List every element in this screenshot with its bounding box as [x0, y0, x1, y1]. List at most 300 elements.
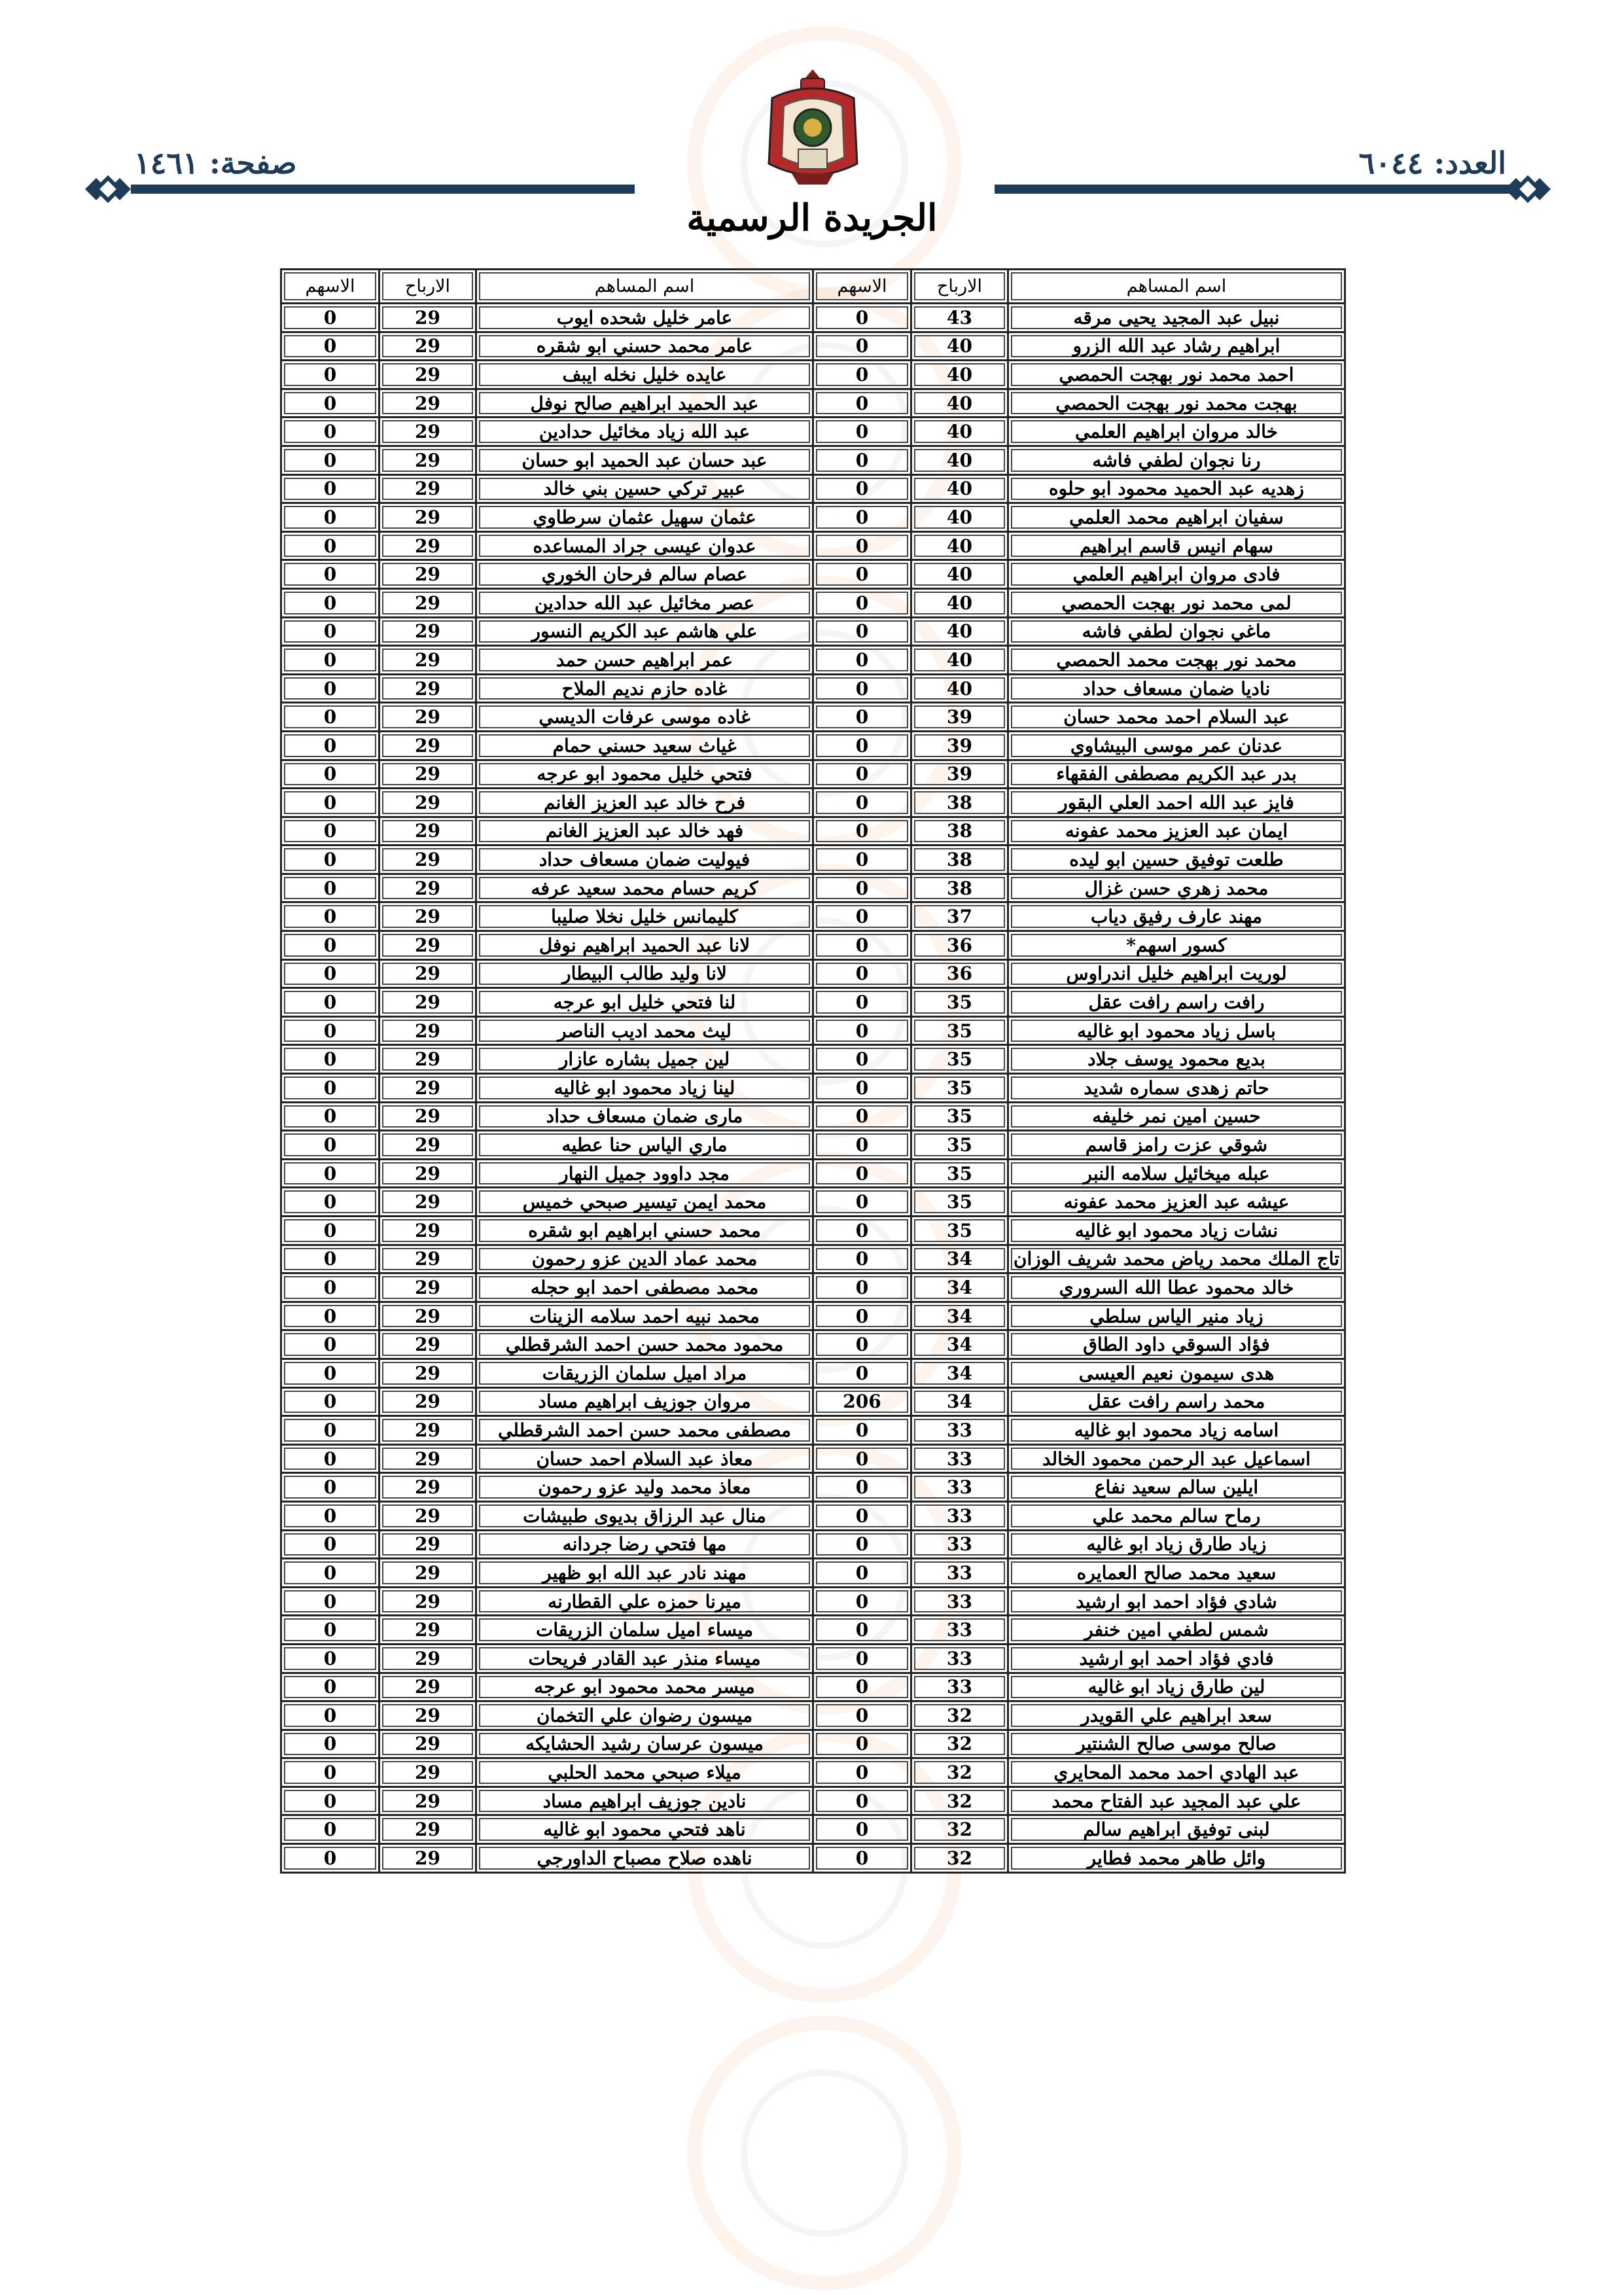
shares-value: 0: [281, 817, 380, 845]
shareholder-name: صالح موسى صالح الشنتير: [1008, 1730, 1345, 1758]
profits-value: 29: [380, 1045, 476, 1074]
table-row: [281, 1016, 1345, 1045]
shares-value: 0: [813, 1473, 911, 1502]
profits-value: 29: [380, 1701, 476, 1730]
profits-value: 29: [380, 1416, 476, 1445]
table-row: [281, 1131, 1345, 1160]
table-row: [281, 560, 1345, 589]
shareholder-name: عبد السلام احمد محمد حسان: [1008, 703, 1345, 732]
table-row: [281, 1302, 1345, 1330]
profits-value: 29: [380, 1787, 476, 1815]
table-row: [281, 1644, 1345, 1673]
shares-value: 0: [813, 474, 911, 503]
profits-value: 29: [380, 1673, 476, 1701]
shares-value: 0: [281, 1587, 380, 1616]
profits-value: 29: [380, 988, 476, 1017]
shares-value: 0: [281, 1473, 380, 1502]
shareholder-name: ماري الياس حنا عطيه: [476, 1131, 813, 1160]
table-row: [281, 1501, 1345, 1530]
profits-value: 32: [911, 1844, 1008, 1873]
shareholder-name: ناديا ضمان مسعاف حداد: [1008, 674, 1345, 703]
shareholder-name: ابراهيم رشاد عبد الله الزرو: [1008, 332, 1345, 361]
table-row: [281, 332, 1345, 361]
profits-value: 29: [380, 760, 476, 789]
header-rule-right: [995, 185, 1511, 194]
profits-value: 29: [380, 1131, 476, 1160]
column-header-shares: الاسهم: [813, 270, 911, 304]
shares-value: 0: [281, 1387, 380, 1416]
shares-value: 0: [281, 1758, 380, 1787]
profits-value: 29: [380, 674, 476, 703]
shareholder-name: زياد طارق زياد ابو غاليه: [1008, 1530, 1345, 1559]
table-row: [281, 446, 1345, 474]
profits-value: 33: [911, 1673, 1008, 1701]
profits-value: 40: [911, 503, 1008, 532]
profits-value: 33: [911, 1559, 1008, 1588]
shares-value: 0: [813, 1530, 911, 1559]
shares-value: 0: [813, 674, 911, 703]
shares-value: 0: [813, 1730, 911, 1758]
profits-value: 35: [911, 1159, 1008, 1188]
table-row: [281, 1530, 1345, 1559]
shareholder-name: لين طارق زياد ابو غاليه: [1008, 1673, 1345, 1701]
profits-value: 34: [911, 1359, 1008, 1387]
shareholder-name: احمد محمد نور بهجت الحمصي: [1008, 361, 1345, 389]
shares-value: 0: [281, 446, 380, 474]
shares-value: 0: [281, 1616, 380, 1645]
table-row: [281, 1758, 1345, 1787]
profits-value: 29: [380, 531, 476, 560]
profits-value: 29: [380, 1016, 476, 1045]
shareholder-name: سعد ابراهيم علي القويدر: [1008, 1701, 1345, 1730]
shareholder-name: ميساء منذر عبد القادر فريحات: [476, 1644, 813, 1673]
shareholder-name: ناهد فتحي محمود ابو غاليه: [476, 1815, 813, 1844]
page-number: صفحة: ١٤٦١: [134, 145, 297, 181]
shareholder-name: عبد الله زياد مخائيل حدادين: [476, 418, 813, 446]
table-row: [281, 1673, 1345, 1701]
shareholder-name: لين جميل بشاره عازار: [476, 1045, 813, 1074]
table-row: [281, 531, 1345, 560]
shares-value: 0: [813, 1559, 911, 1588]
header-rule-left: [131, 185, 635, 194]
profits-value: 38: [911, 789, 1008, 817]
profits-value: 29: [380, 1559, 476, 1588]
shares-value: 0: [813, 789, 911, 817]
table-row: [281, 703, 1345, 732]
profits-value: 38: [911, 817, 1008, 845]
profits-value: 29: [380, 845, 476, 874]
shareholder-name: غاده حازم نديم الملاح: [476, 674, 813, 703]
shareholder-name: مصطفى محمد حسن احمد الشرقطلي: [476, 1416, 813, 1445]
shares-value: 0: [813, 1074, 911, 1103]
shares-value: 0: [813, 1273, 911, 1302]
shareholder-name: عبير تركي حسين بني خالد: [476, 474, 813, 503]
profits-value: 40: [911, 418, 1008, 446]
shares-value: 0: [813, 902, 911, 931]
profits-value: 33: [911, 1473, 1008, 1502]
shareholder-name: عمر ابراهيم حسن حمد: [476, 646, 813, 675]
shareholder-name: ليث محمد اديب الناصر: [476, 1016, 813, 1045]
shareholder-name: ايلين سالم سعيد نفاع: [1008, 1473, 1345, 1502]
shareholders-table-container: [280, 268, 1344, 1874]
profits-value: 33: [911, 1501, 1008, 1530]
profits-value: 29: [380, 1245, 476, 1273]
profits-value: 34: [911, 1387, 1008, 1416]
table-row: [281, 1159, 1345, 1188]
shares-value: 0: [281, 418, 380, 446]
profits-value: 33: [911, 1530, 1008, 1559]
shares-value: 0: [813, 1416, 911, 1445]
shareholder-name: حاتم زهدى سماره شديد: [1008, 1074, 1345, 1103]
shareholder-name: شوقي عزت رامز قاسم: [1008, 1131, 1345, 1160]
profits-value: 29: [380, 1302, 476, 1330]
profits-value: 29: [380, 703, 476, 732]
shares-value: 0: [813, 1016, 911, 1045]
profits-value: 29: [380, 931, 476, 960]
shareholder-name: مراد اميل سلمان الزريقات: [476, 1359, 813, 1387]
shares-value: 0: [281, 588, 380, 617]
shares-value: 0: [281, 1701, 380, 1730]
profits-value: 29: [380, 1217, 476, 1245]
profits-value: 40: [911, 674, 1008, 703]
shares-value: 0: [813, 1330, 911, 1359]
shareholder-name: محمود محمد حسن احمد الشرقطلي: [476, 1330, 813, 1359]
shares-value: 0: [813, 931, 911, 960]
shareholder-name: مهند نادر عبد الله ابو ظهير: [476, 1559, 813, 1588]
column-header-shares: الاسهم: [281, 270, 380, 304]
shareholder-name: لوريت ابراهيم خليل اندراوس: [1008, 959, 1345, 988]
shares-value: 0: [281, 845, 380, 874]
profits-value: 40: [911, 474, 1008, 503]
shares-value: 0: [813, 703, 911, 732]
profits-value: 29: [380, 474, 476, 503]
table-row: [281, 1387, 1345, 1416]
profits-value: 33: [911, 1587, 1008, 1616]
profits-value: 40: [911, 560, 1008, 589]
profits-value: 40: [911, 332, 1008, 361]
shares-value: 0: [813, 1159, 911, 1188]
profits-value: 40: [911, 588, 1008, 617]
shares-value: 0: [281, 503, 380, 532]
shares-value: 0: [813, 817, 911, 845]
shareholder-name: فادى مروان ابراهيم العلمي: [1008, 560, 1345, 589]
shares-value: 0: [813, 646, 911, 675]
table-row: [281, 760, 1345, 789]
profits-value: 33: [911, 1444, 1008, 1473]
table-row: [281, 789, 1345, 817]
shareholder-name: ميرنا حمزه علي القطارنه: [476, 1587, 813, 1616]
shareholder-name: عدنان عمر موسى البيشاوي: [1008, 731, 1345, 760]
profits-value: 38: [911, 845, 1008, 874]
shares-value: 0: [813, 1587, 911, 1616]
profits-value: 29: [380, 361, 476, 389]
shares-value: 0: [281, 1844, 380, 1873]
shares-value: 0: [281, 959, 380, 988]
shares-value: 0: [281, 1416, 380, 1445]
shares-value: 0: [281, 1016, 380, 1045]
shares-value: 0: [281, 1188, 380, 1217]
profits-value: 40: [911, 617, 1008, 646]
shareholder-name: غياث سعيد حسني حمام: [476, 731, 813, 760]
royal-emblem-icon: [759, 65, 867, 193]
shares-value: 0: [281, 1045, 380, 1074]
shares-value: 0: [281, 1074, 380, 1103]
profits-value: 29: [380, 1473, 476, 1502]
profits-value: 35: [911, 1074, 1008, 1103]
shares-value: 0: [281, 1501, 380, 1530]
shareholder-name: وائل طاهر محمد فطاير: [1008, 1844, 1345, 1873]
column-header-profits: الارباح: [380, 270, 476, 304]
shares-value: 0: [813, 1501, 911, 1530]
shareholder-name: نشات زياد محمود ابو غاليه: [1008, 1217, 1345, 1245]
shareholder-name: سفيان ابراهيم محمد العلمي: [1008, 503, 1345, 532]
table-row: [281, 1074, 1345, 1103]
shares-value: 0: [813, 1359, 911, 1387]
table-row: [281, 1330, 1345, 1359]
profits-value: 29: [380, 1730, 476, 1758]
profits-value: 35: [911, 1016, 1008, 1045]
shareholder-name: منال عبد الرزاق بديوى طبيشات: [476, 1501, 813, 1530]
profits-value: 34: [911, 1273, 1008, 1302]
shareholder-name: عصر مخائيل عبد الله حدادين: [476, 588, 813, 617]
watermark-clock-icon: [687, 2016, 962, 2290]
profits-value: 29: [380, 1758, 476, 1787]
shares-value: 0: [813, 332, 911, 361]
shares-value: 0: [813, 1616, 911, 1645]
table-row: [281, 1701, 1345, 1730]
shareholder-name: حسين امين نمر خليفه: [1008, 1102, 1345, 1131]
shares-value: 0: [813, 304, 911, 332]
table-row: [281, 674, 1345, 703]
profits-value: 35: [911, 1131, 1008, 1160]
shares-value: 0: [281, 931, 380, 960]
column-header-profits: الارباح: [911, 270, 1008, 304]
table-row: [281, 1844, 1345, 1873]
shareholder-name: سهام انيس قاسم ابراهيم: [1008, 531, 1345, 560]
shares-value: 0: [813, 560, 911, 589]
profits-value: 29: [380, 503, 476, 532]
table-row: [281, 931, 1345, 960]
shareholder-name: خالد محمود عطا الله السروري: [1008, 1273, 1345, 1302]
table-row: [281, 1473, 1345, 1502]
profits-value: 29: [380, 332, 476, 361]
profits-value: 29: [380, 1359, 476, 1387]
profits-value: 29: [380, 446, 476, 474]
profits-value: 40: [911, 389, 1008, 418]
profits-value: 29: [380, 1102, 476, 1131]
table-row: [281, 1045, 1345, 1074]
table-row: [281, 1416, 1345, 1445]
profits-value: 29: [380, 902, 476, 931]
profits-value: 29: [380, 789, 476, 817]
shareholder-name: نادين جوزيف ابراهيم مساد: [476, 1787, 813, 1815]
shareholder-name: لنا فتحي خليل ابو عرجه: [476, 988, 813, 1017]
shares-value: 0: [281, 1815, 380, 1844]
shareholder-name: محمد زهري حسن غزال: [1008, 874, 1345, 902]
column-header-name: اسم المساهم: [1008, 270, 1345, 304]
shares-value: 0: [813, 1245, 911, 1273]
shareholder-name: عبد الهادي احمد محمد المحايري: [1008, 1758, 1345, 1787]
shares-value: 0: [813, 1701, 911, 1730]
shares-value: 0: [281, 1730, 380, 1758]
shares-value: 0: [813, 760, 911, 789]
shareholder-name: شادي فؤاد احمد ابو ارشيد: [1008, 1587, 1345, 1616]
shares-value: 0: [813, 1787, 911, 1815]
profits-value: 35: [911, 1188, 1008, 1217]
table-row: [281, 646, 1345, 675]
profits-value: 35: [911, 1102, 1008, 1131]
shares-value: 0: [281, 789, 380, 817]
table-row: [281, 902, 1345, 931]
table-row: [281, 731, 1345, 760]
shares-value: 0: [281, 1273, 380, 1302]
shareholder-name: لانا عبد الحميد ابراهيم نوفل: [476, 931, 813, 960]
shareholder-name: زياد منير الياس سلطي: [1008, 1302, 1345, 1330]
shareholder-name: مهند عارف رفيق دياب: [1008, 902, 1345, 931]
profits-value: 34: [911, 1302, 1008, 1330]
shareholder-name: كسور اسهم*: [1008, 931, 1345, 960]
shareholder-name: مها فتحي رضا جردانه: [476, 1530, 813, 1559]
shares-value: 0: [813, 1045, 911, 1074]
shareholder-name: كليمانس خليل نخلا صليبا: [476, 902, 813, 931]
profits-value: 36: [911, 959, 1008, 988]
shareholder-name: فؤاد السوقي داود الطاق: [1008, 1330, 1345, 1359]
table-row: [281, 1245, 1345, 1273]
shareholders-table: [280, 268, 1346, 1874]
table-row: [281, 1559, 1345, 1588]
shares-value: 0: [813, 1673, 911, 1701]
shares-value: 0: [813, 845, 911, 874]
profits-value: 29: [380, 588, 476, 617]
shares-value: 0: [813, 1644, 911, 1673]
shares-value: 0: [281, 703, 380, 732]
shareholder-name: عبد حسان عبد الحميد ابو حسان: [476, 446, 813, 474]
shareholder-name: ميسر محمد محمود ابو عرجه: [476, 1673, 813, 1701]
profits-value: 36: [911, 931, 1008, 960]
shares-value: 0: [281, 760, 380, 789]
shareholder-name: رماح سالم محمد علي: [1008, 1501, 1345, 1530]
table-row: [281, 959, 1345, 988]
shares-value: 0: [813, 588, 911, 617]
profits-value: 29: [380, 1501, 476, 1530]
shareholder-name: زهديه عبد الحميد محمود ابو حلوه: [1008, 474, 1345, 503]
shareholder-name: خالد مروان ابراهيم العلمي: [1008, 418, 1345, 446]
shares-value: 0: [813, 874, 911, 902]
profits-value: 29: [380, 817, 476, 845]
shares-value: 0: [813, 418, 911, 446]
table-row: [281, 1359, 1345, 1387]
shares-value: 0: [813, 1758, 911, 1787]
issue-number: العدد: ٦٠٤٤: [1358, 145, 1506, 181]
table-row: [281, 1787, 1345, 1815]
shares-value: 0: [281, 1559, 380, 1588]
profits-value: 29: [380, 1815, 476, 1844]
shareholder-name: مروان جوزيف ابراهيم مساد: [476, 1387, 813, 1416]
profits-value: 29: [380, 1330, 476, 1359]
shares-value: 0: [281, 361, 380, 389]
shares-value: 0: [813, 389, 911, 418]
shares-value: 0: [281, 1131, 380, 1160]
shareholder-name: عامر خليل شحده ايوب: [476, 304, 813, 332]
profits-value: 35: [911, 1045, 1008, 1074]
shareholder-name: فتحي خليل محمود ابو عرجه: [476, 760, 813, 789]
shareholder-name: عامر محمد حسني ابو شقره: [476, 332, 813, 361]
shareholder-name: عصام سالم فرحان الخوري: [476, 560, 813, 589]
profits-value: 32: [911, 1758, 1008, 1787]
profits-value: 35: [911, 988, 1008, 1017]
shareholder-name: باسل زياد محمود ابو غاليه: [1008, 1016, 1345, 1045]
shares-value: 0: [813, 1844, 911, 1873]
shareholder-name: محمد مصطفى احمد ابو حجله: [476, 1273, 813, 1302]
shareholder-name: محمد نبيه احمد سلامه الزينات: [476, 1302, 813, 1330]
profits-value: 33: [911, 1644, 1008, 1673]
profits-value: 29: [380, 1530, 476, 1559]
shares-value: 0: [813, 1188, 911, 1217]
profits-value: 32: [911, 1730, 1008, 1758]
shares-value: 0: [813, 1302, 911, 1330]
shareholder-name: رافت راسم رافت عقل: [1008, 988, 1345, 1017]
table-row: [281, 1188, 1345, 1217]
shareholder-name: محمد عماد الدين عزو رحمون: [476, 1245, 813, 1273]
shareholder-name: اسماعيل عبد الرحمن محمود الخالد: [1008, 1444, 1345, 1473]
shares-value: 0: [281, 531, 380, 560]
table-row: [281, 418, 1345, 446]
shareholder-name: تاج الملك محمد رياض محمد شريف الوزان: [1008, 1245, 1345, 1273]
shares-value: 0: [281, 988, 380, 1017]
profits-value: 39: [911, 760, 1008, 789]
profits-value: 32: [911, 1787, 1008, 1815]
shareholder-name: نبيل عبد المجيد يحيى مرقه: [1008, 304, 1345, 332]
table-row: [281, 389, 1345, 418]
table-row: [281, 874, 1345, 902]
table-row: [281, 1587, 1345, 1616]
shareholder-name: فيوليت ضمان مسعاف حداد: [476, 845, 813, 874]
profits-value: 29: [380, 1188, 476, 1217]
shares-value: 0: [281, 1330, 380, 1359]
shares-value: 0: [281, 1444, 380, 1473]
shareholder-name: فهد خالد عبد العزيز الغانم: [476, 817, 813, 845]
table-row: [281, 817, 1345, 845]
table-row: [281, 361, 1345, 389]
profits-value: 29: [380, 1587, 476, 1616]
shares-value: 0: [813, 503, 911, 532]
shares-value: 0: [813, 959, 911, 988]
profits-value: 33: [911, 1616, 1008, 1645]
shares-value: 0: [813, 1102, 911, 1131]
shares-value: 0: [281, 332, 380, 361]
profits-value: 29: [380, 874, 476, 902]
shares-value: 0: [813, 1131, 911, 1160]
table-row: [281, 1815, 1345, 1844]
shareholder-name: بدر عبد الكريم مصطفى الفقهاء: [1008, 760, 1345, 789]
shareholder-name: كريم حسام محمد سعيد عرفه: [476, 874, 813, 902]
profits-value: 29: [380, 617, 476, 646]
table-row: [281, 988, 1345, 1017]
shareholder-name: بديع محمود يوسف جلاد: [1008, 1045, 1345, 1074]
column-header-name: اسم المساهم: [476, 270, 813, 304]
shareholder-name: علي هاشم عبد الكريم النسور: [476, 617, 813, 646]
shares-value: 0: [281, 1102, 380, 1131]
shareholder-name: ايمان عبد العزيز محمد عفونه: [1008, 817, 1345, 845]
shareholder-name: عيشه عبد العزيز محمد عفونه: [1008, 1188, 1345, 1217]
shareholder-name: معاذ عبد السلام احمد حسان: [476, 1444, 813, 1473]
shares-value: 0: [813, 531, 911, 560]
shareholder-name: فايز عبد الله احمد العلي البقور: [1008, 789, 1345, 817]
shares-value: 0: [281, 874, 380, 902]
shares-value: 0: [281, 1217, 380, 1245]
profits-value: 29: [380, 389, 476, 418]
shares-value: 0: [813, 1444, 911, 1473]
